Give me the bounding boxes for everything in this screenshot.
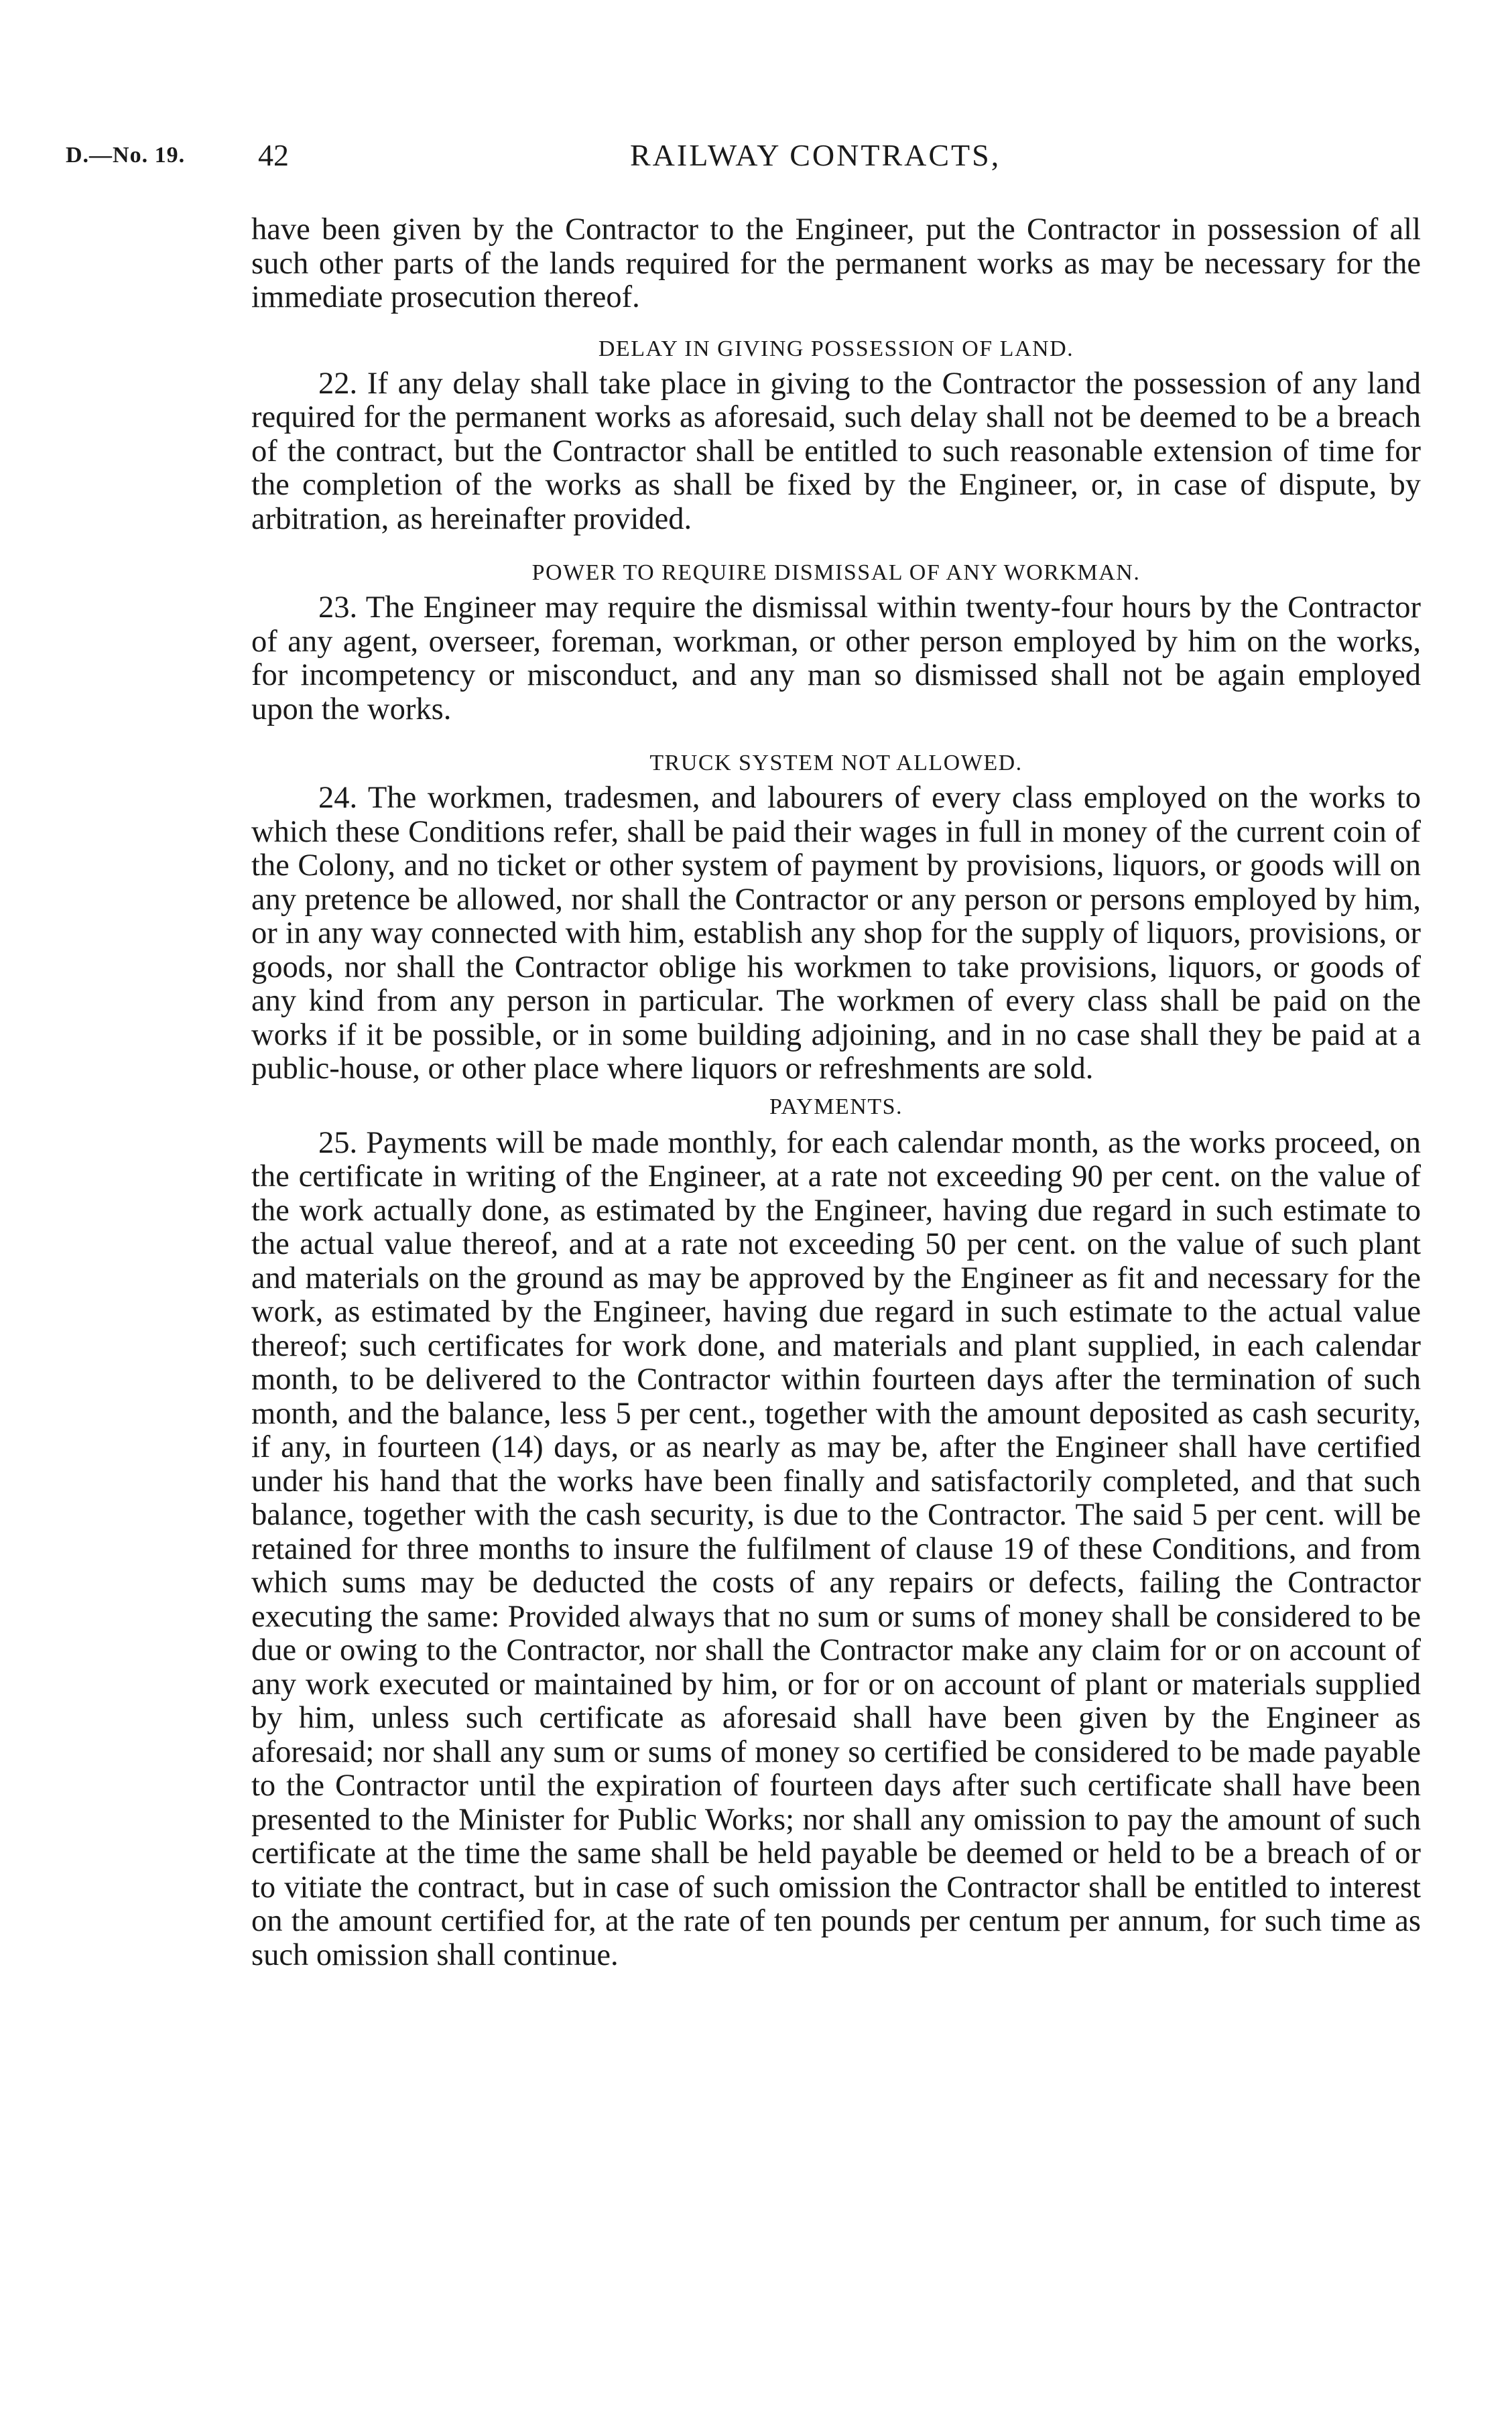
page-number: 42 xyxy=(258,138,289,172)
section-25-heading: PAYMENTS. xyxy=(769,1094,903,1119)
section-22-heading: DELAY IN GIVING POSSESSION OF LAND. xyxy=(598,336,1074,361)
section-23-heading: POWER TO REQUIRE DISMISSAL OF ANY WORKMAN. xyxy=(531,560,1141,585)
document-reference: D.—No. 19. xyxy=(66,143,186,168)
running-title: RAILWAY CONTRACTS, xyxy=(630,138,1001,172)
section-24-paragraph: 24. The workmen, tradesmen, and labourers of every class employed on the works to which these Conditions refer, shall be paid their wages in full in money of the current coin of the Colony, and no ticket or other system of payment by provisions, liquors, or goods will on any pretence be allowed, nor shall the Contractor or any person or persons employed by him, or in any way connected with him, establish any shop for the supply of liquors, provisions, or goods, nor shall the Contractor oblige his workmen to take provisions, liquors, or goods of any kind from any person in particular. The workmen of every class shall be paid on the works if it be possible, or in some building adjoining, and in no case shall they be paid at a public-house, or other place where liquors or refreshments are sold. xyxy=(251,781,1421,1086)
section-22-paragraph: 22. If any delay shall take place in giving to the Contractor the possession of any land required for the permanent works as aforesaid, such delay shall not be deemed to be a breach of the contract, but the Contractor shall be entitled to such reasonable extension of time for the completion of the works as shall be fixed by the Engineer, or, in case of dispute, by arbitration, as hereinafter provided. xyxy=(251,366,1421,536)
section-23-paragraph: 23. The Engineer may require the dismissal within twenty-four hours by the Contractor of any agent, overseer, foreman, workman, or other person employed by him on the works, for incompetency or misconduct, and any man so dismissed shall not be again employed upon the works. xyxy=(251,590,1421,726)
section-24-heading: TRUCK SYSTEM NOT ALLOWED. xyxy=(649,751,1023,775)
document-body xyxy=(251,213,1421,1972)
section-25-paragraph: 25. Payments will be made monthly, for each calendar month, as the works proceed, on the certificate in writing of the Engineer, at a rate not exceeding 90 per cent. on the value of the work actually done, as estimated by the Engineer, having due regard in such estimate to the actual value thereof, and at a rate not exceeding 50 per cent. on the value of such plant and materials on the ground as may be approved by the Engineer as fit and necessary for the work, as estimated by the Engineer, having due regard in such estimate to the actual value thereof; such certificates for work done, and materials and plant supplied, in each calendar month, to be delivered to the Contractor within fourteen days after the termination of such month, and the balance, less 5 per cent., together with the amount deposited as cash security, if any, in fourteen (14) days, or as nearly as may be, after the Engineer shall have certified under his hand that the works have been finally and satisfactorily completed, and that such balance, together with the cash security, is due to the Contractor. The said 5 per cent. will be retained for three months to insure the fulfilment of clause 19 of these Conditions, and from which sums may be deducted the costs of any repairs or defects, failing the Contractor executing the same: Provided always that no sum or sums of money shall be considered to be due or owing to the Contractor, nor shall the Contractor make any claim for or on account of any work executed or maintained by him, or for or on account of plant or materials supplied by him, unless such certificate as aforesaid shall have been given by the Engineer as aforesaid; nor shall any sum or sums of money so certified be considered to be made payable to the Contractor until the expiration of fourteen days after such certificate shall have been presented to the Minister for Public Works; nor shall any omission to pay the amount of such certificate at the time the same shall be held payable be deemed or held to be a breach of or to vitiate the contract, but in case of such omission the Contractor shall be entitled to interest on the amount certified for, at the rate of ten pounds per centum per annum, for such time as such omission shall continue. xyxy=(251,1125,1421,1972)
page-header xyxy=(0,137,1512,178)
intro-paragraph: have been given by the Contractor to the Engineer, put the Contractor in possession of all such other parts of the lands required for the permanent works as may be necessary for the immediate prosecution thereof. xyxy=(251,212,1421,314)
